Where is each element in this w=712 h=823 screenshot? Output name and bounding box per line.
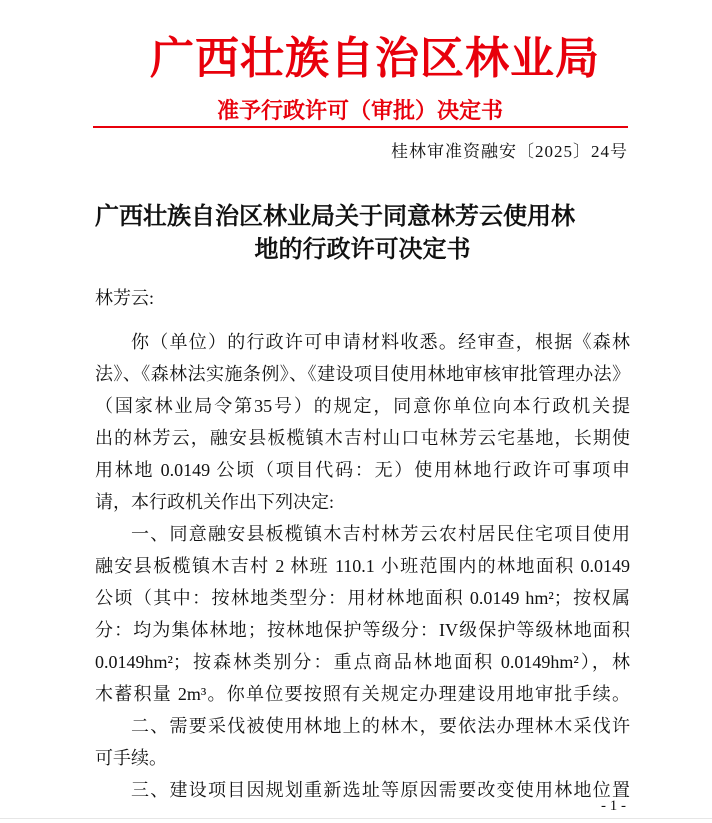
body-line: （国家林业局令第35号）的规定，同意你单位向本行政机关提 (95, 396, 630, 416)
document-number: 桂林审准资融安〔2025〕24号 (391, 142, 628, 161)
page-bottom-edge (0, 818, 712, 819)
decision-item-2: 二、需要采伐被使用林地上的林木，要依法办理林木采伐许 (131, 716, 630, 736)
body-line: 请，本行政机关作出下列决定: (95, 492, 334, 512)
decision-item-1: 一、同意融安县板榄镇木吉村林芳云农村居民住宅项目使用 (131, 524, 630, 544)
page-number: - 1 - (601, 798, 626, 814)
salutation: 林芳云: (95, 288, 155, 308)
body-line: 公顷（其中：按林地类型分：用材林地面积 0.0149 hm²；按权属 (95, 588, 630, 608)
body-line: 用林地 0.0149 公顷（项目代码：无）使用林地行政许可事项申 (95, 460, 630, 480)
body-line: 融安县板榄镇木吉村 2 林班 110.1 小班范围内的林地面积 0.0149 (95, 556, 630, 576)
body-line: 出的林芳云，融安县板榄镇木吉村山口屯林芳云宅基地，长期使 (95, 428, 630, 448)
body-line: 法》、《森林法实施条例》、《建设项目使用林地审核审批管理办法》 (95, 364, 630, 384)
body-line: 分：均为集体林地；按林地保护等级分：IV级保护等级林地面积 (95, 620, 630, 640)
body-line: 你（单位）的行政许可申请材料收悉。经审查，根据《森林 (131, 332, 630, 352)
issuing-organization: 广西壮族自治区林业局 (150, 34, 600, 83)
document-title-line-1: 广西壮族自治区林业局关于同意林芳云使用林 (95, 204, 575, 230)
body-line: 可手续。 (95, 748, 167, 768)
body-line: 0.0149hm²；按森林类别分：重点商品林地面积 0.0149hm²），林 (95, 652, 630, 672)
body-line: 木蓄积量 2m³。你单位要按照有关规定办理建设用地审批手续。 (95, 684, 630, 704)
red-divider (93, 126, 628, 128)
document-title-line-2: 地的行政许可决定书 (254, 237, 471, 263)
document-type: 准予行政许可（审批）决定书 (216, 98, 503, 123)
decision-item-3: 三、建设项目因规划重新选址等原因需要改变使用林地位置 (131, 780, 630, 800)
